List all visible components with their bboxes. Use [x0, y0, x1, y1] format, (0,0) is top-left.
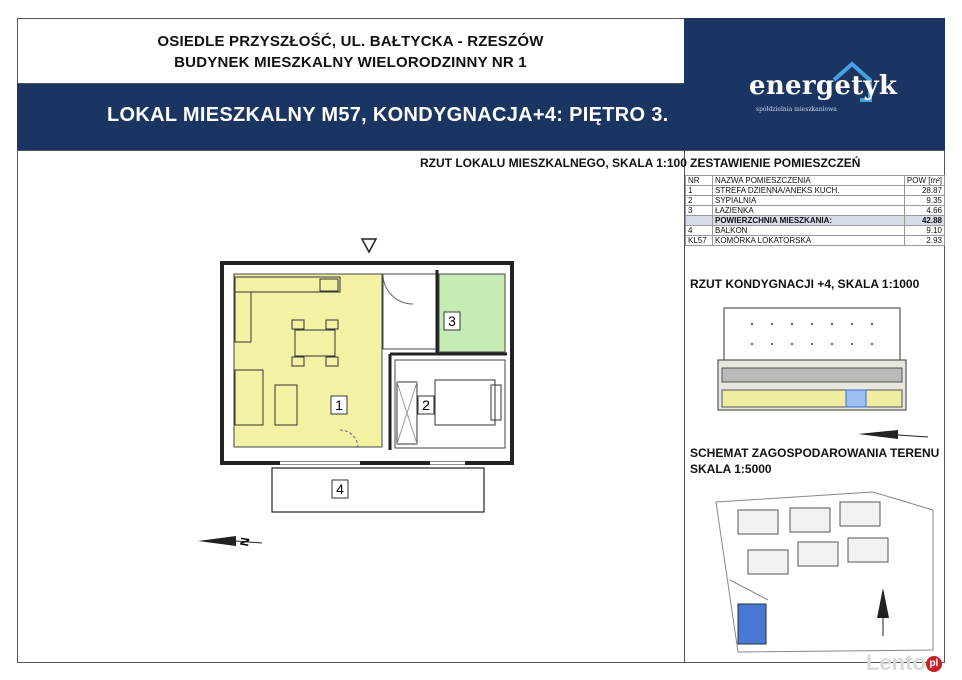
unit-floor-plan	[195, 230, 515, 550]
bedroom	[395, 360, 505, 448]
site-plan	[708, 480, 938, 660]
site-plan-title: SCHEMAT ZAGOSPODAROWANIA TERENU	[690, 446, 940, 460]
logo-name: energetyk	[749, 71, 898, 101]
logo-tagline: spółdzielnia mieszkaniowa	[756, 106, 837, 113]
energetyk-logo	[684, 18, 945, 150]
plan-title: RZUT LOKALU MIESZKALNEGO, SKALA 1:100	[420, 156, 687, 170]
storey-plan	[712, 302, 912, 412]
site-north-arrow-icon	[868, 588, 898, 638]
room-label-2: 2	[422, 397, 430, 413]
header-divider	[17, 150, 945, 151]
watermark: Lento pl	[866, 650, 942, 676]
room-label-4: 4	[336, 481, 344, 497]
balcony	[272, 468, 484, 512]
table-row: 2 SYPIALNIA 9.35	[686, 196, 945, 206]
building-name: BUDYNEK MIESZKALNY WIELORODZINNY NR 1	[174, 54, 527, 71]
table-row: 4 BALKON 9.10	[686, 226, 945, 236]
svg-text:N: N	[237, 536, 253, 548]
storey-north-arrow-icon	[858, 426, 938, 448]
site-plan-scale: SKALA 1:5000	[690, 462, 772, 476]
unit-title-band	[17, 84, 684, 150]
table-row: KL57 KOMÓRKA LOKATORSKA 2.93	[686, 236, 945, 246]
rooms-table	[685, 175, 945, 246]
hallway	[383, 274, 437, 349]
north-arrow-icon	[198, 532, 268, 556]
living-room	[234, 274, 382, 447]
room-label-1: 1	[335, 397, 343, 413]
room-label-3: 3	[448, 313, 456, 329]
total-area-row: POWIERZCHNIA MIESZKANIA: 42.88	[686, 216, 945, 226]
storey-plan-title: RZUT KONDYGNACJI +4, SKALA 1:1000	[690, 277, 920, 291]
entrance-marker-icon	[362, 239, 376, 252]
unit-title: LOKAL MIESZKALNY M57, KONDYGNACJA+4: PIĘTRO 3.	[107, 104, 669, 126]
project-location: OSIEDLE PRZYSZŁOŚĆ, UL. BAŁTYCKA - RZESZÓW	[157, 33, 544, 50]
rooms-table-title: ZESTAWIENIE POMIESZCZEŃ	[690, 156, 861, 170]
project-header	[17, 18, 684, 84]
table-row: 1 STREFA DZIENNA/ANEKS KUCH. 28.87	[686, 186, 945, 196]
rooms-table-header: NR NAZWA POMIESZCZENIA POW [m²]	[686, 176, 945, 186]
table-row: 3 ŁAZIENKA 4.66	[686, 206, 945, 216]
